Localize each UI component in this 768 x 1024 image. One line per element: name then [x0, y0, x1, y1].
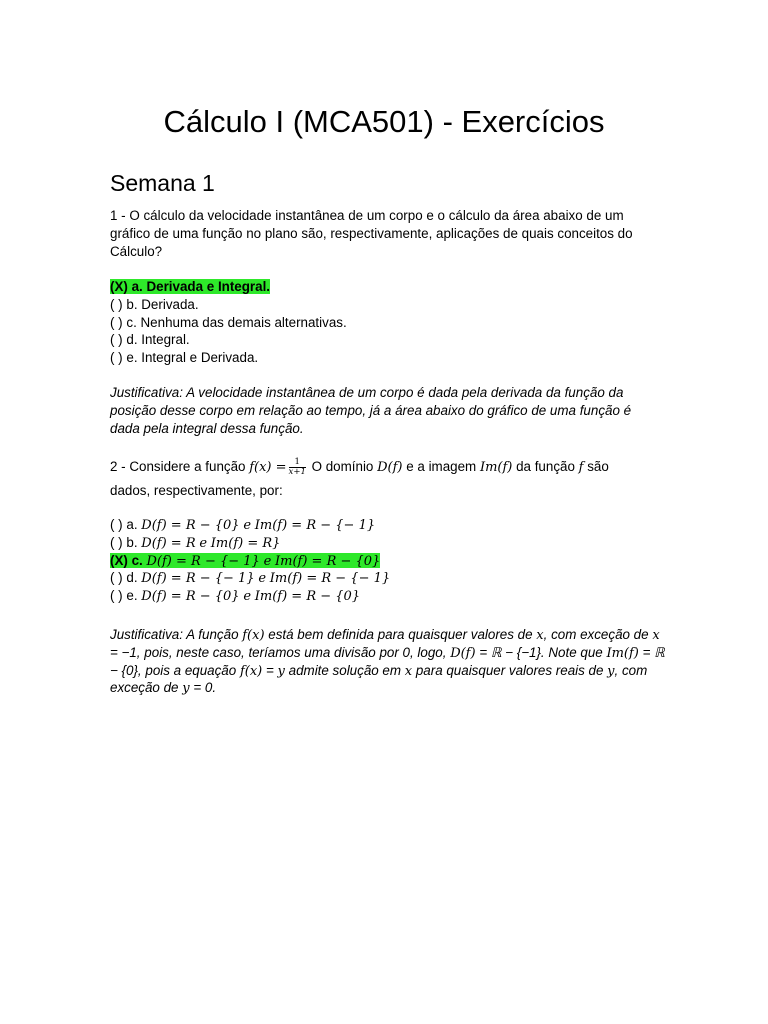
justification-line: exceção de y = 0. — [110, 680, 217, 697]
question-2-justification — [110, 626, 670, 697]
fraction: $\frac{1}{x+1}$ — [288, 456, 306, 477]
justification-line: = −1, pois, neste caso, teríamos uma divisão por 0, logo, D(f) = ℝ − {−1}. Note que Im(f) = ℝ — [110, 644, 665, 661]
question-1-stem-line: gráfico de uma função no plano são, respectivamente, aplicações de quais conceitos do — [110, 225, 633, 241]
option-c — [110, 314, 670, 332]
option-text: a. Derivada e Integral. — [131, 279, 271, 294]
function-definition: f(x) = — [249, 460, 287, 475]
correct-answer-highlight — [110, 279, 270, 294]
option-a — [110, 278, 670, 296]
question-2-stem-line: dados, respectivamente, por: — [110, 483, 283, 498]
question-1-options — [110, 278, 670, 367]
option-text: e. Integral e Derivada. — [126, 350, 259, 366]
option-mark: ( ) — [110, 350, 123, 366]
option-text: c. Nenhuma das demais alternativas. — [126, 314, 347, 330]
justification-line: posição desse corpo em relação ao tempo, já a área abaixo do gráfico de uma função é — [110, 402, 632, 418]
justification-line: dada pela integral dessa função. — [110, 420, 304, 436]
question-2-stem-line: 2 - Considere a função f(x) = $\frac{1}{x+1}$ O domínio D(f) e a imagem Im(f) da função f são — [110, 456, 609, 477]
justification-line: − {0}, pois a equação f(x) = y admite solução em x para quaisquer valores reais de y, com — [110, 662, 648, 679]
document-title: Cálculo I (MCA501) - Exercícios — [163, 104, 605, 139]
justification-line: Justificativa: A velocidade instantânea de um corpo é dada pela derivada da função da — [110, 385, 624, 400]
option-text: d. Integral. — [126, 332, 190, 348]
option-d — [110, 331, 670, 349]
option-mark: ( ) — [110, 314, 123, 330]
question-1-justification — [110, 384, 670, 437]
option-mark: ( ) — [110, 332, 123, 348]
option-e: ( ) e. D(f) = R − {0} e Im(f) = R − {0} — [110, 588, 361, 605]
option-e — [110, 349, 670, 367]
question-1-stem-line: 1 - O cálculo da velocidade instantânea de um corpo e o cálculo da área abaixo de um — [110, 208, 624, 223]
week-heading: Semana 1 — [110, 170, 215, 196]
question-2-options — [110, 516, 670, 605]
option-b — [110, 296, 670, 314]
option-d: ( ) d. D(f) = R − {− 1} e Im(f) = R − {− 1} — [110, 570, 391, 587]
option-mark: (X) — [110, 279, 128, 294]
justification-line: Justificativa: A função f(x) está bem definida para quaisquer valores de x, com exceção de x — [110, 627, 660, 643]
option-a: ( ) a. D(f) = R − {0} e Im(f) = R − {− 1} — [110, 517, 376, 533]
question-1-stem-line: Cálculo? — [110, 243, 163, 259]
option-text: b. Derivada. — [126, 296, 199, 312]
option-b: ( ) b. D(f) = R e Im(f) = R} — [110, 534, 281, 551]
correct-answer-highlight: (X) c. D(f) = R − {− 1} e Im(f) = R − {0} — [110, 552, 381, 569]
option-mark: ( ) — [110, 296, 123, 312]
question-2 — [110, 456, 670, 500]
option-c — [110, 552, 670, 570]
question-1 — [110, 207, 670, 260]
